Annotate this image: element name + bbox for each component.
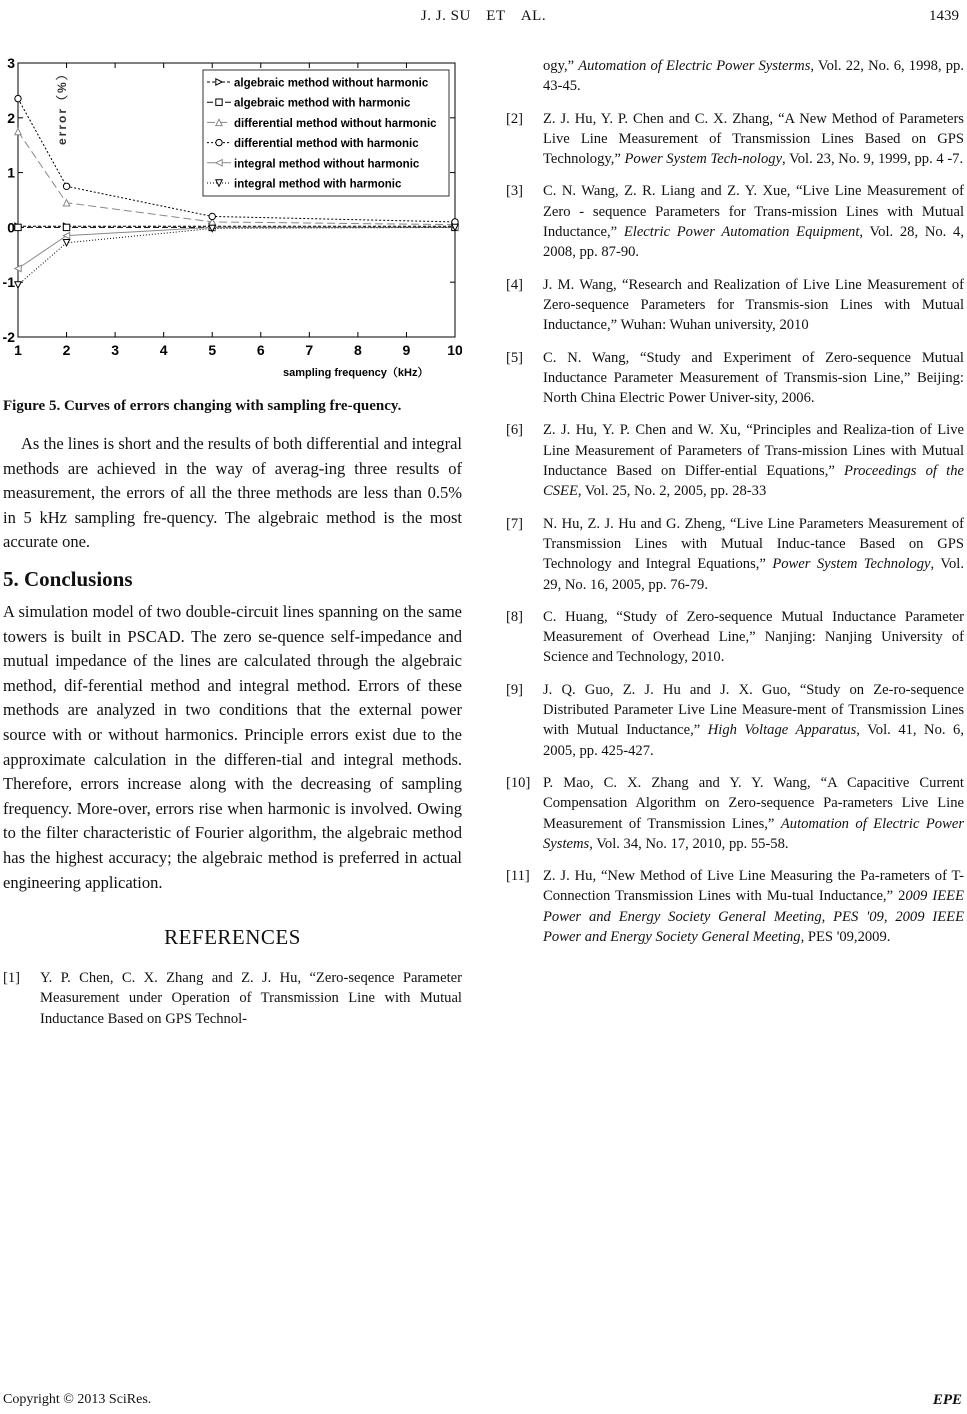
reference-number: [3] bbox=[506, 183, 524, 200]
reference-1-continued bbox=[506, 56, 964, 97]
legend-label: integral method with harmonic bbox=[234, 178, 402, 191]
x-tick-label: 5 bbox=[208, 342, 217, 358]
reference-text bbox=[543, 773, 964, 854]
reference-text bbox=[543, 680, 964, 761]
running-header-authors: J. J. SU ET AL. bbox=[420, 8, 547, 24]
legend-label: differential method with harmonic bbox=[234, 138, 419, 151]
x-tick-label: 7 bbox=[305, 342, 314, 358]
reference-text-part: , Vol. 41, No. 6, 2005, pp. 425-427. bbox=[543, 722, 964, 759]
reference-1 bbox=[3, 968, 462, 1029]
reference-text-part: P. Mao, C. X. Zhang and Y. Y. Wang, “A Capacitive Current Compensation Algorithm on Zero-sequence Pa-rameters Live Line Measurement of Transmission Lines,” bbox=[543, 774, 964, 832]
x-tick-label: 4 bbox=[159, 342, 168, 358]
reference-10 bbox=[506, 773, 964, 854]
reference-text bbox=[543, 181, 964, 262]
reference-number: [2] bbox=[506, 110, 524, 127]
data-point bbox=[15, 224, 21, 230]
section-title-conclusions: 5. Conclusions bbox=[3, 566, 133, 591]
legend-swatch-marker bbox=[216, 139, 222, 145]
reference-text-part: , Vol. 29, No. 16, 2005, pp. 76-79. bbox=[543, 556, 964, 593]
reference-2 bbox=[506, 109, 964, 170]
footer-copyright: Copyright © 2013 SciRes. bbox=[3, 1392, 152, 1407]
reference-text bbox=[543, 109, 964, 170]
data-point bbox=[63, 224, 69, 230]
x-tick-label: 1 bbox=[14, 342, 22, 358]
reference-number: [7] bbox=[506, 515, 524, 532]
y-tick-label: -2 bbox=[3, 329, 15, 345]
reference-4 bbox=[506, 275, 964, 336]
reference-text-part: Z. J. Hu, Y. P. Chen and C. X. Zhang, “A New Method of Parameters Live Line Measurement of Transmission Lines Based on GPS Technology,” bbox=[543, 110, 964, 168]
reference-journal: Proceedings of the CSEE bbox=[543, 463, 964, 500]
left-column bbox=[3, 50, 462, 1041]
reference-journal: Power System Technology bbox=[772, 556, 931, 573]
reference-text-part: , PES '09,2009. bbox=[800, 928, 891, 945]
x-tick-label: 10 bbox=[447, 342, 462, 358]
y-axis-label: error（%） bbox=[55, 66, 69, 145]
legend-label: differential method without harmonic bbox=[234, 117, 437, 130]
reference-8 bbox=[506, 607, 964, 668]
y-tick-label: 1 bbox=[7, 164, 15, 181]
x-tick-label: 6 bbox=[256, 342, 265, 358]
reference-text-part: Z. J. Hu, Y. P. Chen and W. Xu, “Principles and Realiza-tion of Live Line Measurement of Parameters of Trans-mission Lines with Mutual Inductance Based on Differ-ential Equations,” bbox=[543, 422, 964, 480]
reference-number: [10] bbox=[506, 774, 531, 791]
reference-journal: 009 IEEE Power and Energy Society General Meeting, PES '09, 2009 IEEE Power and Energy Society General Meeting bbox=[543, 888, 964, 945]
reference-text-part: N. Hu, Z. J. Hu and G. Zheng, “Live Line Parameters Measurement of Transmission Lines with Mutual Induc-tance Based on GPS Technology and Integral Equations,” bbox=[543, 515, 964, 573]
reference-journal: Electric Power Automation Equipment bbox=[623, 224, 860, 241]
data-point bbox=[209, 213, 215, 219]
y-tick-label: 0 bbox=[7, 219, 15, 236]
legend-label: algebraic method without harmonic bbox=[234, 77, 429, 90]
legend-swatch-marker bbox=[216, 99, 222, 105]
data-point bbox=[63, 183, 69, 189]
y-tick-label: 2 bbox=[7, 109, 15, 126]
body-paragraph-1: As the lines is short and the results of both differential and integral methods are achieved in the way of averag-ing three results of measurement, the errors of all the three methods are less than 0.5% in 5 kHz sampling fre-quency. The algebraic method is the most accurate one. bbox=[3, 434, 462, 552]
legend-label: algebraic method with harmonic bbox=[234, 97, 411, 110]
reference-text bbox=[543, 420, 964, 501]
reference-text-part: , Vol. 28, No. 4, 2008, pp. 87-90. bbox=[543, 224, 964, 261]
reference-journal: Automation of Electric Power Systerms bbox=[578, 58, 811, 74]
reference-9 bbox=[506, 680, 964, 761]
references-heading: REFERENCES bbox=[164, 925, 301, 950]
x-tick-label: 8 bbox=[353, 342, 362, 358]
reference-text: , Vol. 22, No. 6, 1998, pp. 43-45. bbox=[543, 58, 964, 95]
data-point bbox=[15, 95, 21, 101]
footer-journal: EPE bbox=[932, 1392, 962, 1408]
reference-text-part: J. Q. Guo, Z. J. Hu and J. X. Guo, “Study on Ze-ro-sequence Distributed Parameter Live Line Measure-ment of Transmission Lines with Mutual Inductance,” bbox=[543, 681, 964, 739]
error-chart bbox=[3, 50, 462, 380]
reference-text: ogy,” bbox=[543, 58, 579, 74]
reference-text: J. M. Wang, “Research and Realization of Live Line Measurement of Zero-sequence Parameters for Transmis-sion Lines with Mutual Inductance,” Wuhan: Wuhan university, 2010 bbox=[543, 276, 964, 334]
reference-text: Y. P. Chen, C. X. Zhang and Z. J. Hu, “Zero-seqence Parameter Measurement under Operation of Transmission Line with Mutual Inductance Based on GPS Technol- bbox=[40, 970, 462, 1027]
reference-11 bbox=[506, 866, 964, 947]
x-axis-label: sampling frequency（kHz） bbox=[283, 367, 429, 379]
y-tick-label: -1 bbox=[3, 274, 15, 291]
reference-number: [4] bbox=[506, 276, 524, 293]
figure-caption: Figure 5. Curves of errors changing with sampling fre-quency. bbox=[3, 398, 402, 414]
reference-text-part: C. N. Wang, Z. R. Liang and Z. Y. Xue, “Live Line Measurement of Zero - sequence Parameters for Trans-mission Lines with Mutual Inductance,” bbox=[543, 183, 964, 241]
reference-3 bbox=[506, 181, 964, 262]
reference-text: C. N. Wang, “Study and Experiment of Zero-sequence Mutual Inductance Parameter Measurement of Transmis-sion Line,” Beijing: North China Electric Power Univer-sity, 2006. bbox=[543, 349, 964, 407]
reference-number: [9] bbox=[506, 681, 524, 698]
x-tick-label: 9 bbox=[402, 342, 411, 358]
reference-text bbox=[543, 514, 964, 595]
reference-text-part: Z. J. Hu, “New Method of Live Line Measuring the Pa-rameters of T-Connection Transmission Lines with Mu-tual Inductance,” 2 bbox=[543, 868, 964, 905]
reference-5 bbox=[506, 348, 964, 409]
x-tick-label: 3 bbox=[111, 342, 120, 358]
y-tick-label: 3 bbox=[7, 55, 15, 71]
reference-number: [1] bbox=[3, 970, 21, 987]
reference-journal: Power System Tech-nology bbox=[624, 151, 783, 168]
reference-text-part: Vol. 34, No. 17, 2010, pp. 55-58. bbox=[592, 835, 789, 852]
reference-journal: Automation of Electric Power Systems, bbox=[543, 815, 964, 852]
reference-7 bbox=[506, 514, 964, 595]
reference-text-part: , Vol. 25, No. 2, 2005, pp. 28-33 bbox=[577, 483, 767, 500]
legend-label: integral method without harmonic bbox=[234, 158, 420, 171]
reference-text: C. Huang, “Study of Zero-sequence Mutual Inductance Parameter Measurement of Overhead Line,” Nanjing: Nanjing University of Science and Technology, 2010. bbox=[543, 608, 964, 666]
reference-number: [11] bbox=[506, 868, 530, 885]
reference-number: [8] bbox=[506, 608, 524, 625]
reference-number: [6] bbox=[506, 422, 524, 439]
reference-number: [5] bbox=[506, 349, 524, 366]
reference-6 bbox=[506, 420, 964, 501]
right-column bbox=[506, 56, 964, 959]
x-tick-label: 2 bbox=[62, 342, 71, 358]
reference-text-part: , Vol. 23, No. 9, 1999, pp. 4 -7. bbox=[782, 151, 964, 168]
body-paragraph-conclusions: A simulation model of two double-circuit lines spanning on the same towers is built in PSCAD. The zero se-quence self-impedance and mutual impedance of the lines are calculated through the algebraic method, dif-ferential method and integral method. Errors of these methods are analyzed in two conditions that the external power source with or without harmonics. Principle errors exist due to the approximate calculation in the differen-tial and integral methods. Therefore, errors increase along with the decreasing of sampling frequency. More-over, errors rise when harmonic is involved. Owing to the filter characteristic of Fourier algorithm, the algebraic method has the highest accuracy; the algebraic method is preferred in actual engineering application. bbox=[3, 601, 462, 892]
reference-journal: High Voltage Apparatus bbox=[707, 722, 857, 739]
reference-text bbox=[543, 866, 964, 947]
figure-5 bbox=[3, 50, 462, 380]
page-number: 1439 bbox=[929, 8, 959, 24]
